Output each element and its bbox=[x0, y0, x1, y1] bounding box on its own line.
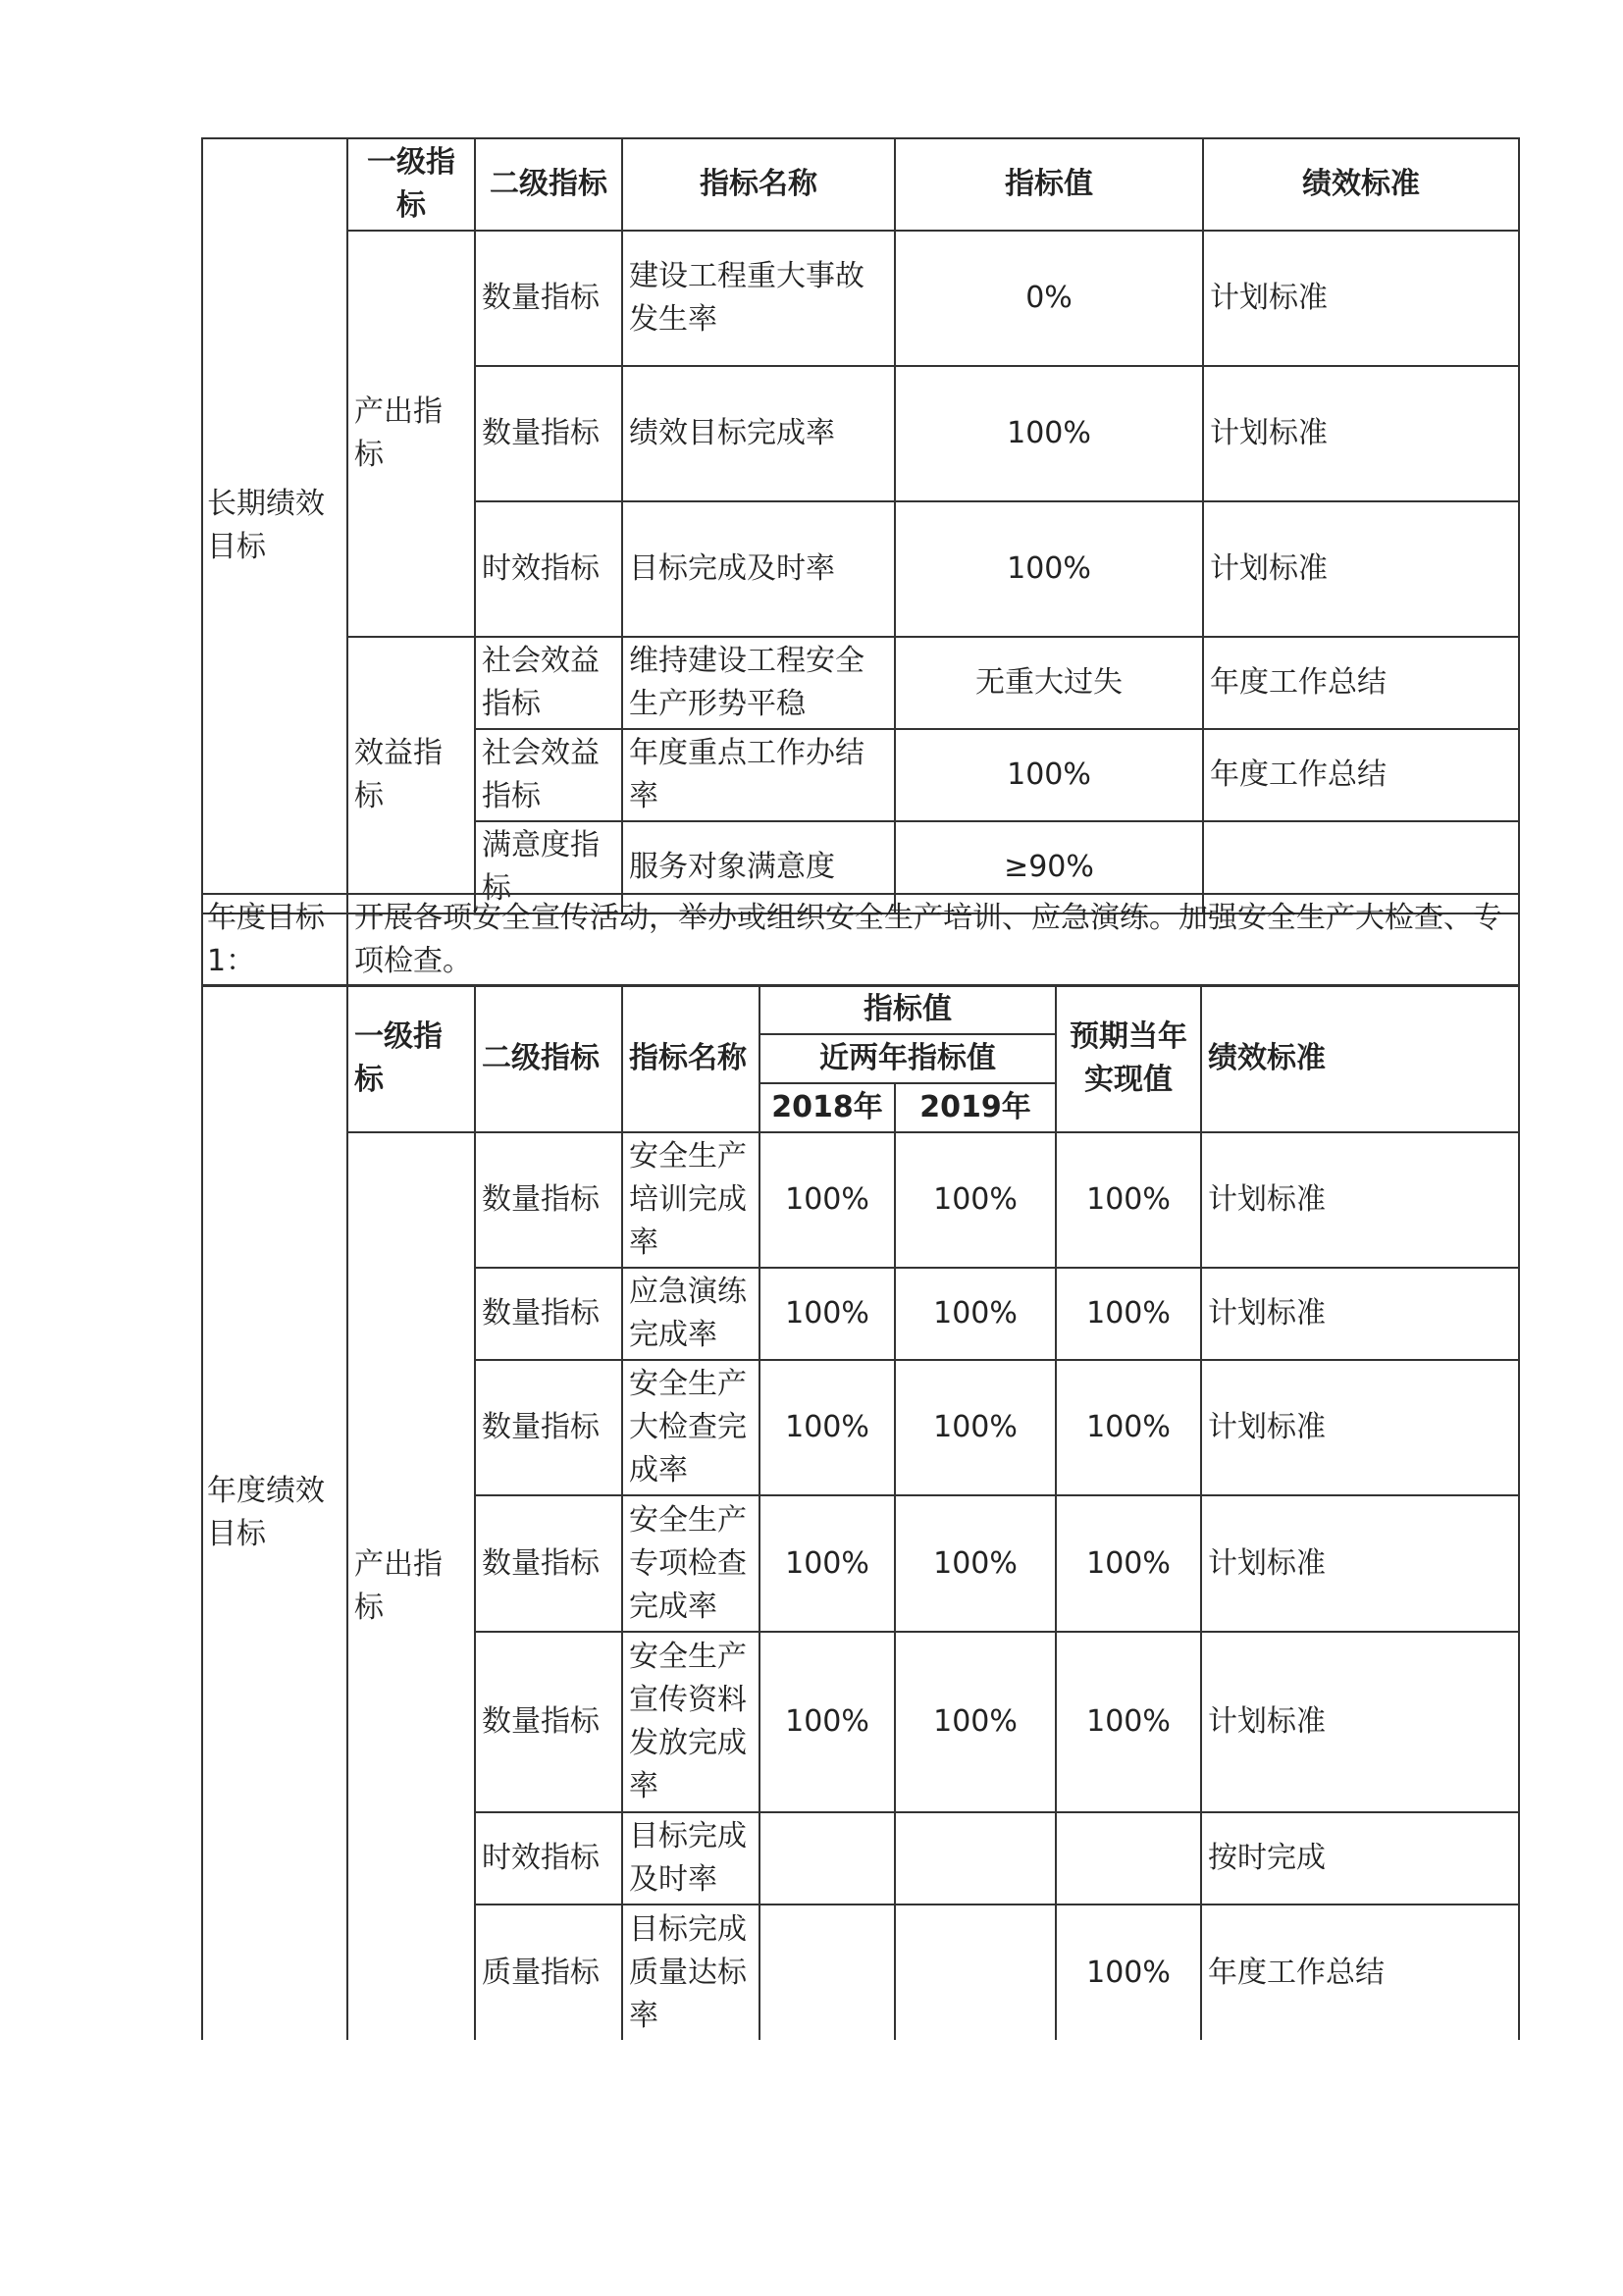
standard-cell: 计划标准 bbox=[1203, 231, 1519, 366]
header-indicator-value-group: 指标值 bbox=[759, 985, 1056, 1034]
header-standard: 绩效标准 bbox=[1203, 138, 1519, 231]
level2-cell: 社会效益指标 bbox=[475, 729, 622, 821]
value-2019-cell: 100% bbox=[895, 1132, 1056, 1268]
level2-cell: 数量指标 bbox=[475, 1495, 622, 1632]
indicator-name-cell: 维持建设工程安全生产形势平稳 bbox=[622, 637, 895, 729]
value-2018-cell bbox=[759, 1812, 895, 1905]
standard-cell: 计划标准 bbox=[1201, 1132, 1519, 1268]
indicator-name-cell: 建设工程重大事故发生率 bbox=[622, 231, 895, 366]
indicator-value-cell: ≥90% bbox=[895, 821, 1203, 913]
indicator-name-cell: 应急演练完成率 bbox=[622, 1268, 759, 1360]
value-2018-cell: 100% bbox=[759, 1132, 895, 1268]
standard-cell: 年度工作总结 bbox=[1201, 1905, 1519, 2040]
level2-cell: 数量指标 bbox=[475, 1268, 622, 1360]
value-2018-cell: 100% bbox=[759, 1360, 895, 1495]
indicator-name-cell: 目标完成及时率 bbox=[622, 501, 895, 637]
annual-goal-text: 开展各项安全宣传活动，举办或组织安全生产培训、应急演练。加强安全生产大检查、专项检查。 bbox=[347, 894, 1519, 986]
indicator-name-cell: 安全生产培训完成率 bbox=[622, 1132, 759, 1268]
level1-benefit: 效益指标 bbox=[347, 637, 475, 913]
long-term-section-label: 长期绩效目标 bbox=[202, 138, 347, 913]
header-level1: 一级指标 bbox=[347, 985, 475, 1132]
header-level2: 二级指标 bbox=[475, 138, 622, 231]
indicator-name-cell: 服务对象满意度 bbox=[622, 821, 895, 913]
indicator-name-cell: 安全生产大检查完成率 bbox=[622, 1360, 759, 1495]
header-indicator-value: 指标值 bbox=[895, 138, 1203, 231]
indicator-value-cell: 100% bbox=[895, 729, 1203, 821]
standard-cell: 计划标准 bbox=[1201, 1360, 1519, 1495]
standard-cell: 计划标准 bbox=[1201, 1632, 1519, 1812]
expected-value-cell bbox=[1056, 1812, 1201, 1905]
indicator-name-cell: 目标完成质量达标率 bbox=[622, 1905, 759, 2040]
header-2019: 2019年 bbox=[895, 1083, 1056, 1132]
indicator-name-cell: 目标完成及时率 bbox=[622, 1812, 759, 1905]
level2-cell: 时效指标 bbox=[475, 1812, 622, 1905]
header-indicator-name: 指标名称 bbox=[622, 985, 759, 1132]
value-2018-cell: 100% bbox=[759, 1495, 895, 1632]
expected-value-cell: 100% bbox=[1056, 1360, 1201, 1495]
header-recent-two-years: 近两年指标值 bbox=[759, 1034, 1056, 1083]
annual-goal-label: 年度目标1： bbox=[202, 894, 347, 986]
standard-cell: 按时完成 bbox=[1201, 1812, 1519, 1905]
level2-cell: 社会效益指标 bbox=[475, 637, 622, 729]
header-level2: 二级指标 bbox=[475, 985, 622, 1132]
value-2019-cell bbox=[895, 1812, 1056, 1905]
header-level1: 一级指标 bbox=[347, 138, 475, 231]
indicator-name-cell: 安全生产专项检查完成率 bbox=[622, 1495, 759, 1632]
header-expected-value: 预期当年实现值 bbox=[1056, 985, 1201, 1132]
table-row bbox=[202, 1132, 1519, 1268]
level2-cell: 时效指标 bbox=[475, 501, 622, 637]
level2-cell: 数量指标 bbox=[475, 366, 622, 501]
expected-value-cell: 100% bbox=[1056, 1632, 1201, 1812]
level1-output: 产出指标 bbox=[347, 231, 475, 637]
level2-cell: 数量指标 bbox=[475, 1360, 622, 1495]
value-2018-cell: 100% bbox=[759, 1268, 895, 1360]
level2-cell: 数量指标 bbox=[475, 231, 622, 366]
indicator-value-cell: 100% bbox=[895, 501, 1203, 637]
value-2018-cell: 100% bbox=[759, 1632, 895, 1812]
standard-cell: 计划标准 bbox=[1201, 1268, 1519, 1360]
annual-performance-section-label: 年度绩效目标 bbox=[202, 985, 347, 2040]
indicator-name-cell: 年度重点工作办结率 bbox=[622, 729, 895, 821]
level2-cell: 满意度指标 bbox=[475, 821, 622, 913]
level1-output: 产出指标 bbox=[347, 1132, 475, 2040]
header-2018: 2018年 bbox=[759, 1083, 895, 1132]
level2-cell: 数量指标 bbox=[475, 1632, 622, 1812]
value-2019-cell: 100% bbox=[895, 1632, 1056, 1812]
value-2019-cell: 100% bbox=[895, 1268, 1056, 1360]
indicator-name-cell: 绩效目标完成率 bbox=[622, 366, 895, 501]
level2-cell: 质量指标 bbox=[475, 1905, 622, 2040]
standard-cell: 年度工作总结 bbox=[1203, 637, 1519, 729]
value-2019-cell: 100% bbox=[895, 1495, 1056, 1632]
indicator-value-cell: 100% bbox=[895, 366, 1203, 501]
long-term-goals-table bbox=[201, 137, 1520, 914]
standard-cell: 计划标准 bbox=[1203, 501, 1519, 637]
standard-cell: 年度工作总结 bbox=[1203, 729, 1519, 821]
expected-value-cell: 100% bbox=[1056, 1132, 1201, 1268]
annual-goal-table bbox=[201, 893, 1520, 987]
indicator-value-cell: 无重大过失 bbox=[895, 637, 1203, 729]
value-2019-cell: 100% bbox=[895, 1360, 1056, 1495]
standard-cell: 计划标准 bbox=[1203, 366, 1519, 501]
table-row bbox=[202, 231, 1519, 366]
level2-cell: 数量指标 bbox=[475, 1132, 622, 1268]
expected-value-cell: 100% bbox=[1056, 1268, 1201, 1360]
value-2018-cell bbox=[759, 1905, 895, 2040]
header-indicator-name: 指标名称 bbox=[622, 138, 895, 231]
annual-performance-table bbox=[201, 984, 1520, 2040]
expected-value-cell: 100% bbox=[1056, 1905, 1201, 2040]
header-standard: 绩效标准 bbox=[1201, 985, 1519, 1132]
indicator-name-cell: 安全生产宣传资料发放完成率 bbox=[622, 1632, 759, 1812]
table-row bbox=[202, 637, 1519, 729]
indicator-value-cell: 0% bbox=[895, 231, 1203, 366]
expected-value-cell: 100% bbox=[1056, 1495, 1201, 1632]
value-2019-cell bbox=[895, 1905, 1056, 2040]
standard-cell: 计划标准 bbox=[1201, 1495, 1519, 1632]
